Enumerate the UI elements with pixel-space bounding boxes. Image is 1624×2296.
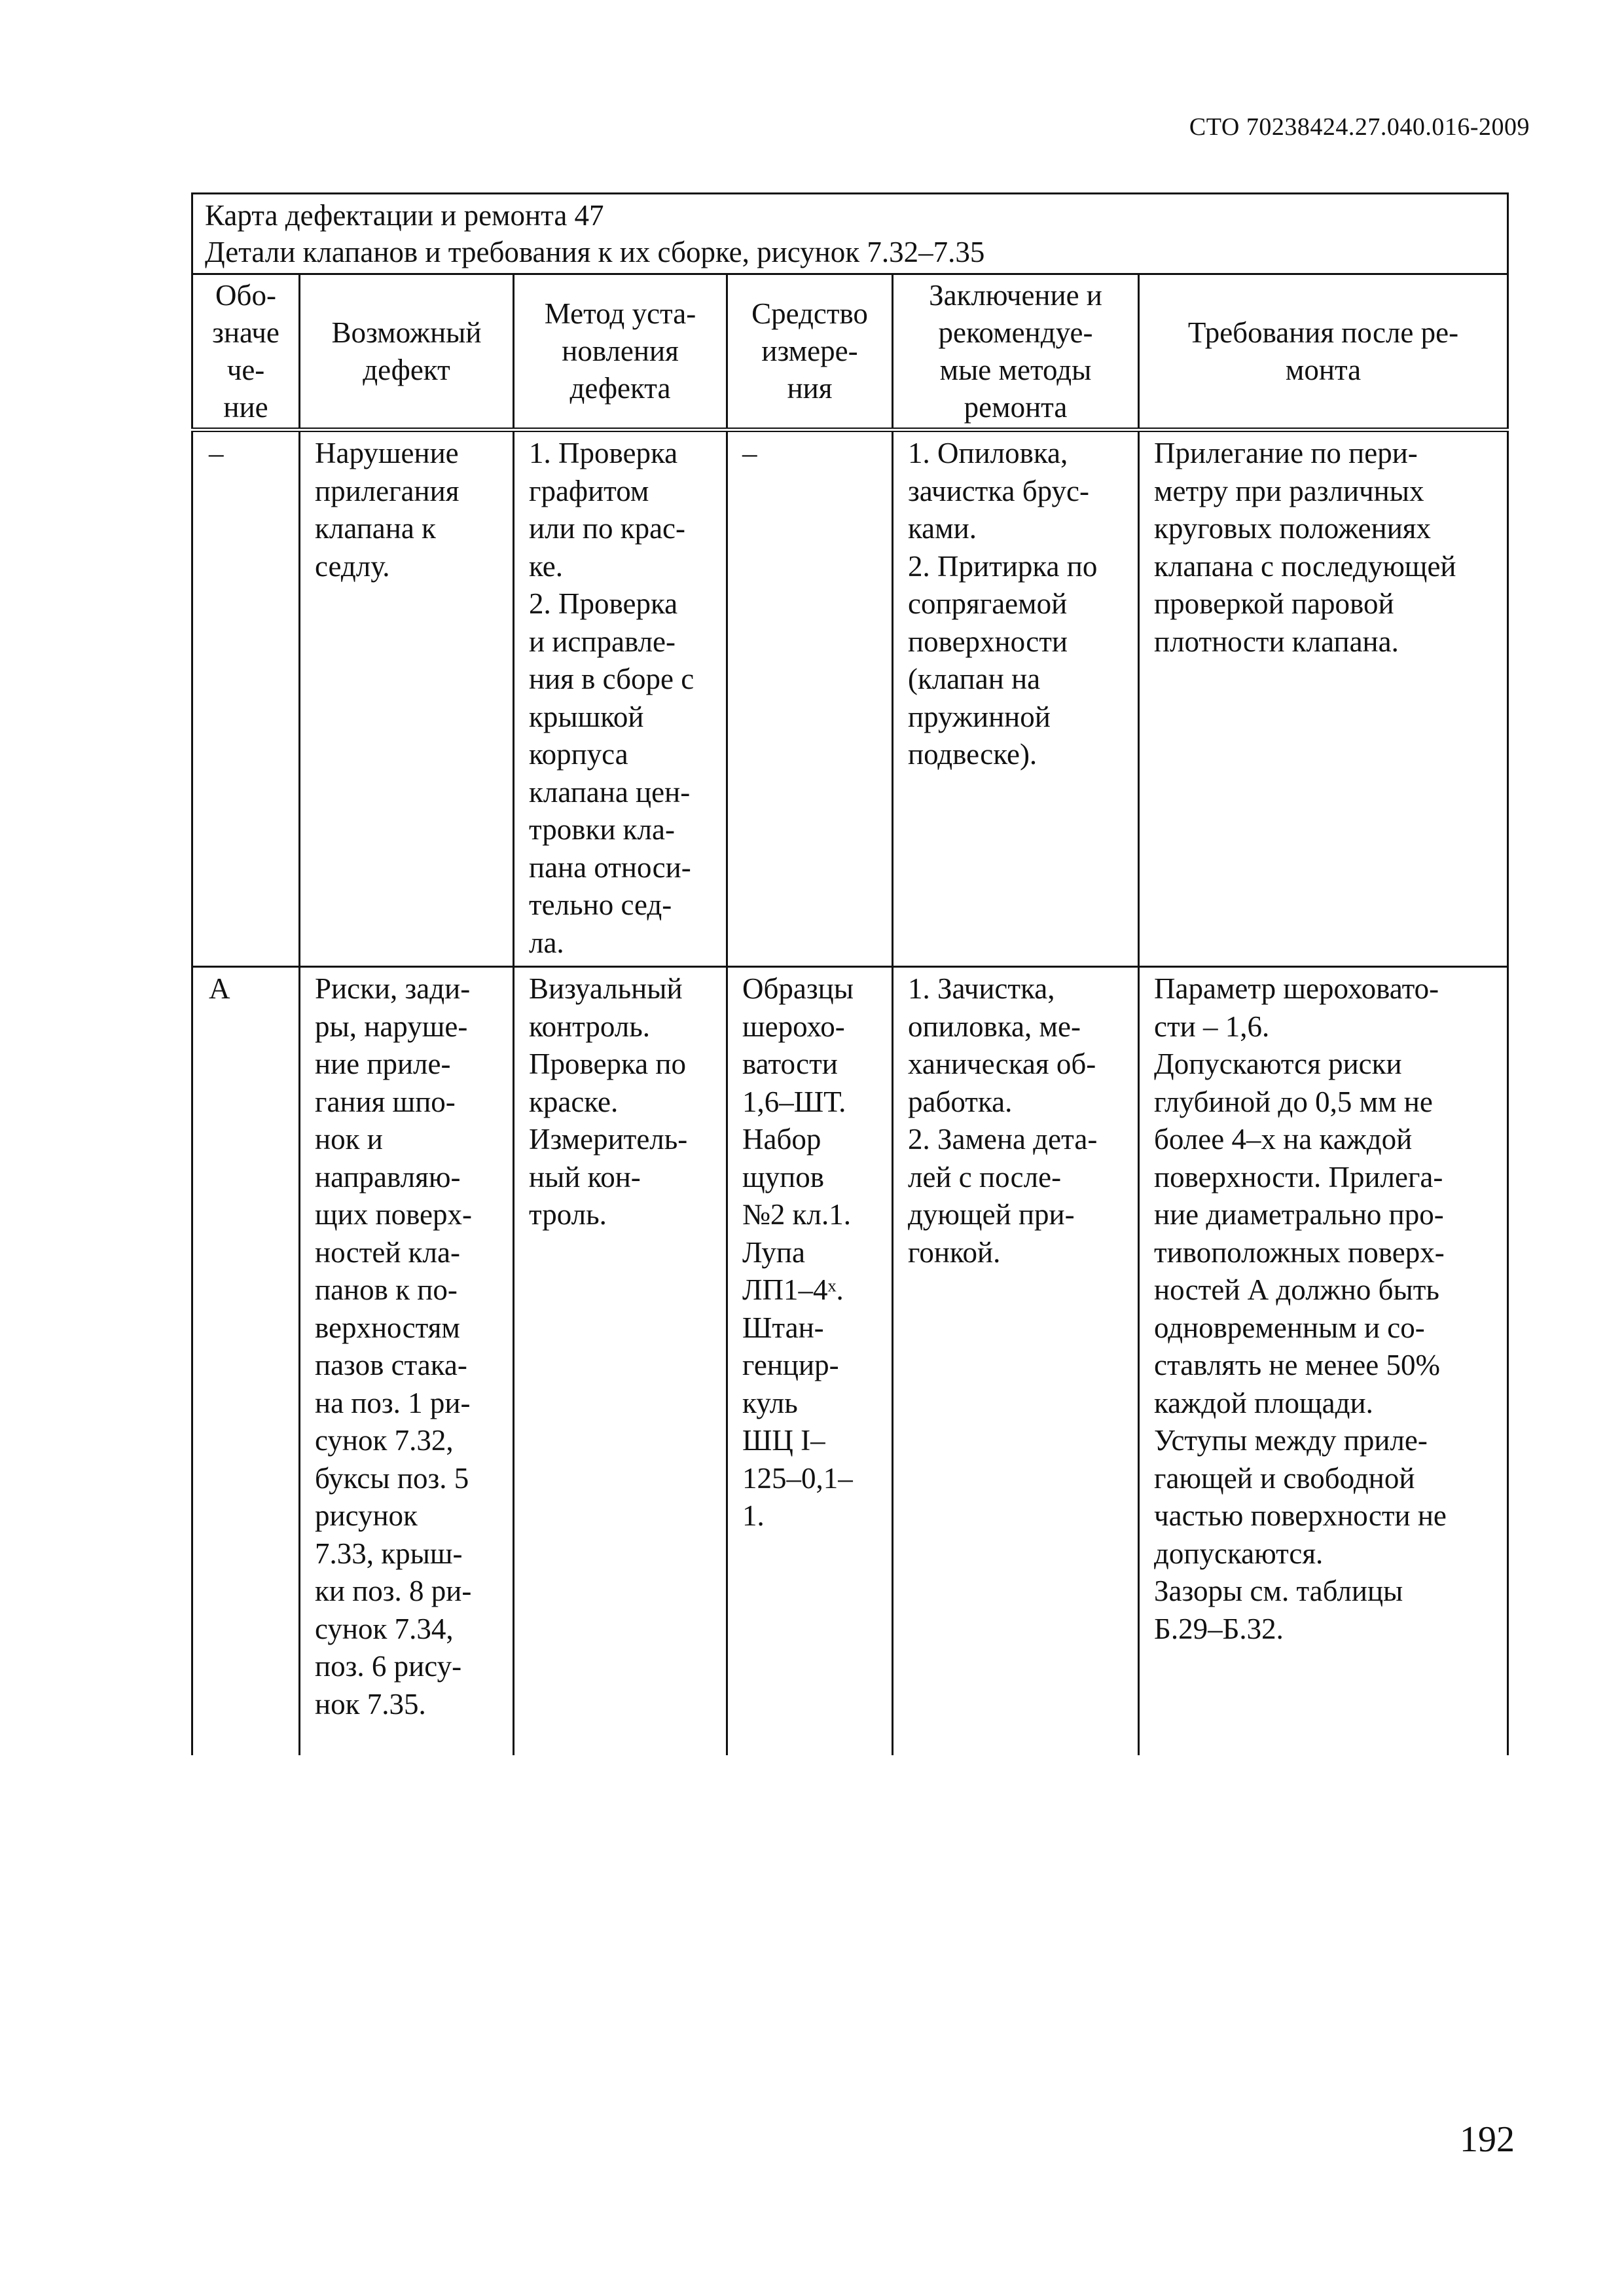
page-number: 192 (1460, 2119, 1515, 2160)
table-row (192, 967, 1508, 1756)
column-header-defect: Возможный дефект (300, 274, 514, 430)
cell-method: Визуальный контроль. Проверка по краске. Измеритель- ный кон- троль. (514, 967, 727, 1756)
cell-tool: – (727, 430, 893, 967)
column-header-tool: Средство измере- ния (727, 274, 893, 430)
cell-repair: 1. Опиловка, зачистка брус- ками. 2. Притирка по сопрягаемой поверхности (клапан на пружинной подвеске). (893, 430, 1139, 967)
cell-requirements: Прилегание по пери- метру при различных круговых положениях клапана с последующей проверкой паровой плотности клапана. (1139, 430, 1508, 967)
table-header-row (192, 274, 1508, 430)
cell-designation: – (192, 430, 300, 967)
column-header-designation: Обо- значе че- ние (192, 274, 300, 430)
cell-repair: 1. Зачистка, опиловка, ме- ханическая об- работка. 2. Замена дета- лей с после- дующей при- гонкой. (893, 967, 1139, 1756)
cell-tool: Образцы шерохо- ватости 1,6–ШТ. Набор щупов №2 кл.1. Лупа ЛП1–4ˣ. Штан- генцир- куль ШЦ I– 125–0,1– 1. (727, 967, 893, 1756)
column-header-repair: Заключение и рекомендуе- мые методы ремонта (893, 274, 1139, 430)
cell-defect: Нарушение прилегания клапана к седлу. (300, 430, 514, 967)
card-title (192, 194, 1508, 274)
card-title-line-1: Карта дефектации и ремонта 47 (205, 199, 604, 232)
table-row (192, 430, 1508, 967)
defect-repair-card-table (191, 192, 1509, 1755)
document-code: СТО 70238424.27.040.016-2009 (1189, 113, 1530, 141)
cell-requirements: Параметр шероховато- сти – 1,6. Допускаются риски глубиной до 0,5 мм не более 4–х на каждой поверхности. Прилега- ние диаметрально про- тивоположных поверх- ностей А должно быть одновременным и со- ставлять не менее 50% каждой площади. Уступы между приле- гающей и свободной частью поверхности не допускаются. Зазоры см. таблицы Б.29–Б.32. (1139, 967, 1508, 1756)
cell-designation: А (192, 967, 300, 1756)
card-title-line-2: Детали клапанов и требования к их сборке, рисунок 7.32–7.35 (205, 236, 985, 268)
cell-method: 1. Проверка графитом или по крас- ке. 2. Проверка и исправле- ния в сборе с крышкой корпуса клапана цен- тровки кла- пана относи- тельно сед- ла. (514, 430, 727, 967)
cell-defect: Риски, зади- ры, наруше- ние прилe- гания шпо- нок и направляю- щих поверх- ностей кла- панов к по- верхностям пазов стака- на поз. 1 ри- сунок 7.32, буксы поз. 5 рисунок 7.33, крыш- ки поз. 8 ри- сунок 7.34, поз. 6 рису- нок 7.35. (300, 967, 514, 1756)
column-header-method: Метод уста- новления дефекта (514, 274, 727, 430)
column-header-requirements: Требования после ре- монта (1139, 274, 1508, 430)
